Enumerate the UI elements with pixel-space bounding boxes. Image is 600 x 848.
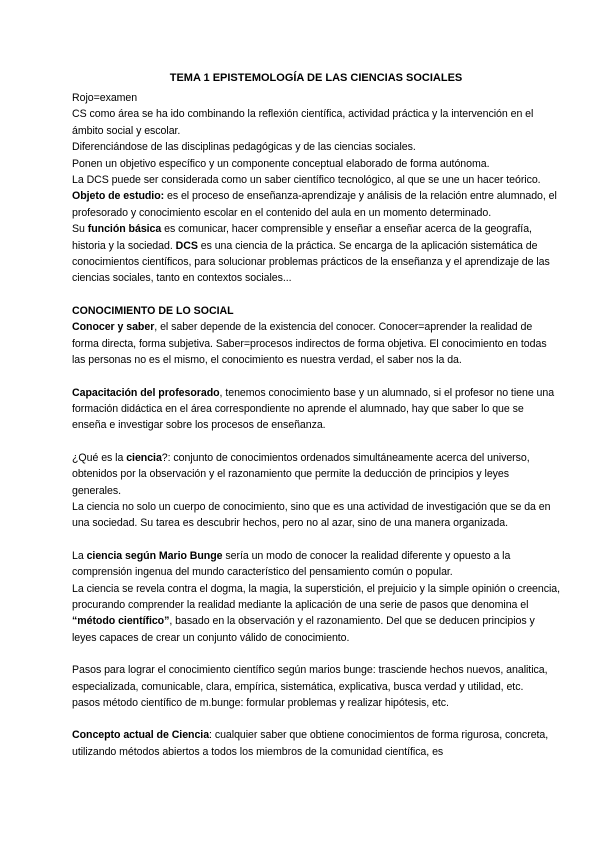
pasos-metodo-paragraph: pasos método científico de m.bunge: formular problemas y realizar hipótesis, etc. [72,697,449,709]
intro-line-3: Diferenciándose de las disciplinas pedagógicas y de las ciencias sociales. [72,141,416,154]
revela-post: , basado en la observación y el razonamiento. Del que se deducen principios y leyes capaces de crear un conjunto válido de conocimiento. [72,615,535,644]
bunge-paragraph [72,548,560,581]
revela-paragraph [72,581,560,647]
capacitacion-text: , tenemos conocimiento base y un alumnado, si el profesor no tiene una formación didáctica en el área correspondiente no aprende el alumnado, hay que saber lo que se enseña e investigar sobre los procesos de enseñanza. [72,386,555,432]
ciencia-term: ciencia [126,451,162,464]
funcion-post: es una ciencia de la práctica. Se encarga de la aplicación sistemática de conocimientos científicos, para solucionar problemas prácticos de la enseñanza y el aprendizaje de las ciencias sociales, tanto en contextos sociales... [72,239,550,285]
capacitacion-paragraph [72,385,560,434]
intro-line-2: CS como área se ha ido combinando la reflexión científica, actividad práctica y la intervención en el ámbito social y escolar. [72,108,534,137]
concepto-term: Concepto actual de Ciencia [72,729,210,742]
objeto-paragraph [72,188,560,221]
pasos-paragraph: Pasos para lograr el conocimiento científico según marios bunge: trasciende hechos nuevos, analitica, especializada, comunicable, clara, empírica, sistemática, explicativa, busca verdad y utilidad, etc. [72,664,548,693]
funcion-term: función básica [87,223,162,236]
concepto-paragraph [72,727,560,760]
conocer-paragraph [72,319,560,368]
section-heading: CONOCIMIENTO DE LO SOCIAL [72,304,234,317]
bunge-term: ciencia según Mario Bunge [86,549,223,562]
metodo-term: “método científico” [72,615,170,628]
conocer-text: , el saber depende de la existencia del conocer. Conocer=aprender la realidad de forma directa, forma subjetiva. Saber=procesos indirectos de forma objetiva. El conocimiento en todas las personas no es el mismo, el conocimiento es nuestra verdad, el saber nos la da. [72,321,547,367]
intro-line-5: La DCS puede ser considerada como un saber científico tecnológico, al que se une un hacer teórico. [72,174,541,187]
funcion-paragraph [72,221,560,287]
ciencia-actividad-paragraph: La ciencia no solo un cuerpo de conocimiento, sino que es una actividad de investigación que se da en una sociedad. Su tarea es descubrir hechos, pero no al azar, sino de una manera organizada. [72,500,551,530]
funcion-pre: Su [72,223,88,236]
document-title: TEMA 1 EPISTEMOLOGÍA DE LAS CIENCIAS SOCIALES [169,72,463,84]
bunge-text: sería un modo de conocer la realidad diferente y opuesto a la comprensión ingenua del mundo característico del pensamiento común o popular. [72,549,511,579]
ciencia-pre: ¿Qué es la [72,451,127,464]
objeto-term: Objeto de estudio: [72,190,165,203]
concepto-text: : cualquier saber que obtiene conocimientos de forma rigurosa, concreta, utilizando métodos abiertos a todos los miembros de la comunidad científica, es [72,729,549,758]
intro-line-1: Rojo=examen [72,92,138,104]
intro-line-4: Ponen un objetivo específico y un componente conceptual elaborado de forma autónoma. [72,157,490,170]
objeto-text: es el proceso de enseñanza-aprendizaje y análisis de la relación entre alumnado, el profesorado y conocimiento escolar en el contenido del aula en un momento determinado. [72,190,557,219]
ciencia-question-paragraph [72,450,560,499]
capacitacion-term: Capacitación del profesorado [72,386,220,399]
revela-pre: La ciencia se revela contra el dogma, la magia, la superstición, el prejuicio y la simple opinión o creencia, procurando comprender la realidad mediante la aplicación de una serie de pasos que denomina el [72,582,561,611]
dcs-term: DCS [175,239,198,252]
ciencia-text: ?: conjunto de conocimientos ordenados simultáneamente acerca del universo, obtenidos por la observación y el razonamiento que permite la deducción de principios y leyes generales. [72,451,530,497]
bunge-pre: La [72,549,87,562]
funcion-mid: es comunicar, hacer comprensible y enseñar a enseñar acerca de la geografía, historia y la sociedad. [72,223,532,252]
conocer-term: Conocer y saber [72,321,155,334]
